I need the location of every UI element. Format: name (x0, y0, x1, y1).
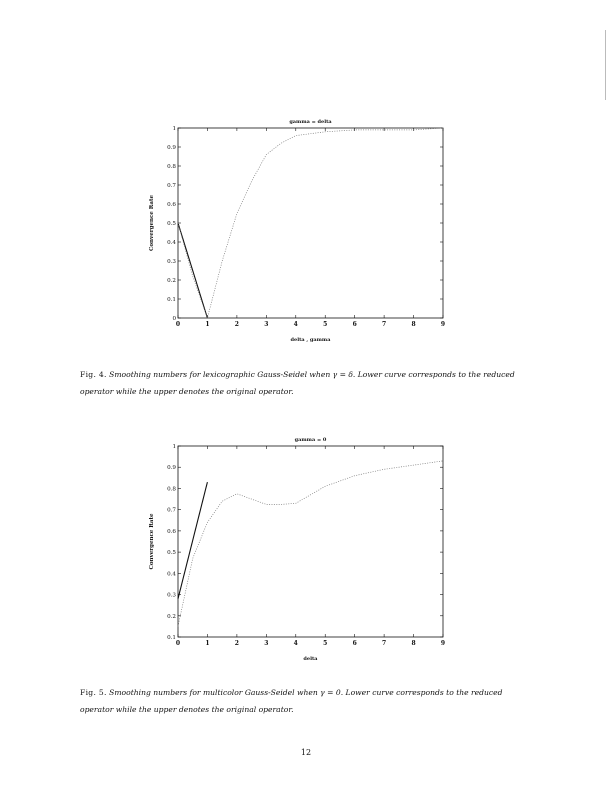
fig4-y-tick-label: 0 (172, 316, 176, 322)
fig5-y-tick-label: 0.3 (167, 592, 176, 599)
fig4-x-tick-label: 9 (440, 321, 446, 328)
fig5-y-tick-label: 0.9 (167, 465, 176, 472)
fig5-y-tick-label: 0.7 (167, 507, 176, 514)
fig4-y-tick-label: 0.7 (167, 183, 176, 189)
fig4-x-tick-label: 1 (205, 321, 210, 328)
fig4-x-tick-label: 6 (352, 321, 357, 328)
fig5-x-axis-label: delta (303, 656, 318, 662)
fig4-y-tick-label: 0.8 (167, 164, 176, 170)
figure-5-caption-text: Smoothing numbers for multicolor Gauss-Seidel when γ = 0. Lower curve corresponds to the reduced operator while the upper denotes the original operator. (80, 688, 503, 714)
fig4-y-tick-label: 0.5 (167, 221, 176, 227)
scan-margin-mark (605, 30, 606, 100)
fig5-x-tick-label: 7 (382, 640, 387, 647)
fig5-x-tick-label: 4 (293, 640, 298, 647)
fig5-y-tick-label: 1 (172, 444, 176, 450)
fig4-x-tick-label: 4 (293, 321, 298, 328)
fig5-series-original-operator (178, 461, 443, 627)
fig5-series-reduced-operator (178, 482, 207, 599)
fig4-y-tick-label: 0.6 (167, 202, 176, 208)
fig5-x-tick-label: 8 (411, 640, 416, 647)
fig4-y-tick-label: 0.3 (167, 259, 176, 265)
fig4-y-tick-label: 1 (172, 126, 176, 132)
fig4-title: gamma = delta (289, 119, 332, 125)
fig5-x-tick-label: 0 (175, 640, 181, 647)
fig5-x-tick-label: 6 (352, 640, 357, 647)
fig5-x-tick-label: 1 (205, 640, 210, 647)
fig4-x-tick-label: 3 (264, 321, 269, 328)
fig5-y-tick-label: 0.2 (167, 613, 176, 620)
fig4-y-tick-label: 0.1 (167, 297, 176, 303)
fig5-x-tick-label: 2 (234, 640, 239, 647)
fig5-y-tick-label: 0.4 (167, 571, 176, 578)
figure-5-caption-lead: Fig. 5. (80, 688, 107, 697)
fig4-x-axis-label: delta , gamma (290, 337, 331, 343)
fig5-y-tick-label: 0.5 (167, 550, 176, 557)
fig5-y-tick-label: 0.8 (167, 486, 176, 493)
fig4-x-tick-label: 2 (234, 321, 239, 328)
fig5-x-tick-label: 3 (264, 640, 269, 647)
fig4-x-tick-label: 8 (411, 321, 416, 328)
page-number: 12 (300, 748, 312, 757)
fig5-y-axis-label: Convergence Rate (149, 513, 155, 570)
fig4-y-tick-label: 0.9 (167, 145, 176, 151)
fig4-y-tick-label: 0.4 (167, 240, 176, 246)
fig4-y-axis-label: Convergence Rate (149, 194, 155, 252)
fig5-x-tick-label: 9 (440, 640, 446, 647)
fig5-plot-frame (178, 446, 443, 637)
figure-4-caption-lead: Fig. 4. (80, 370, 107, 379)
fig4-y-tick-label: 0.2 (167, 278, 176, 284)
figure-5-caption (80, 684, 520, 718)
fig4-x-tick-label: 7 (382, 321, 387, 328)
fig4-x-tick-label: 0 (175, 321, 181, 328)
figure-4-caption-text: Smoothing numbers for lexicographic Gauss-Seidel when γ = δ. Lower curve corresponds to the reduced operator while the upper denotes the original operator. (80, 370, 515, 396)
fig5-y-tick-label: 0.1 (167, 635, 176, 641)
fig4-x-tick-label: 5 (323, 321, 328, 328)
fig5-y-tick-label: 0.6 (167, 528, 176, 535)
fig5-x-tick-label: 5 (323, 640, 328, 647)
fig5-title: gamma = 0 (294, 437, 327, 443)
